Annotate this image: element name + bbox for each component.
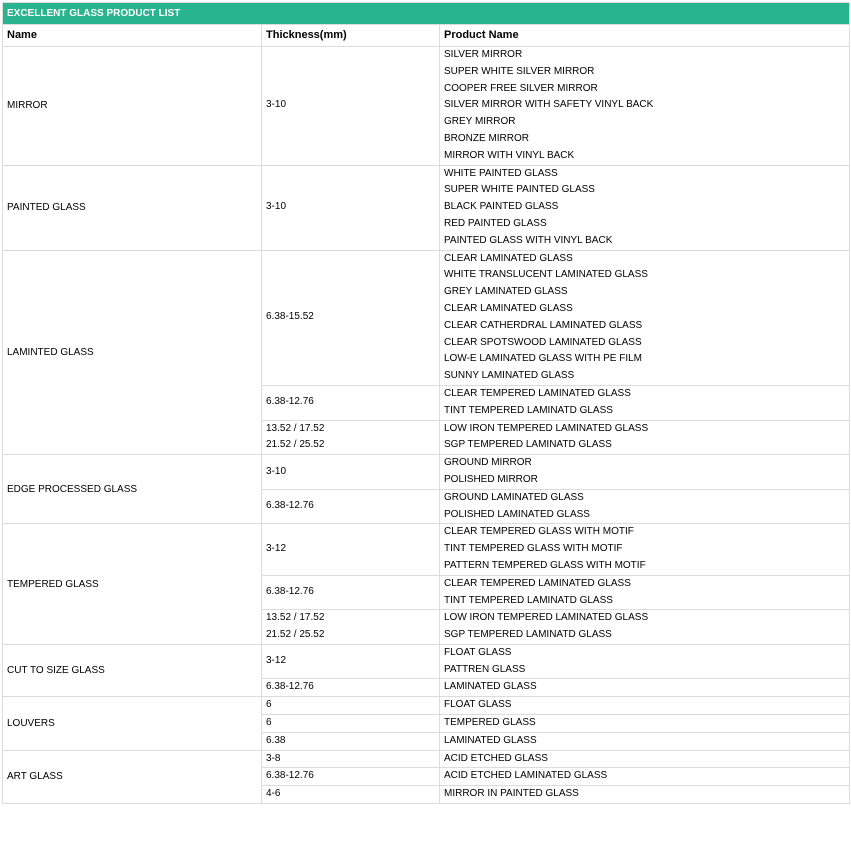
product-name: POLISHED MIRROR [444, 473, 538, 485]
product-name: SGP TEMPERED LAMINATD GLASS [444, 439, 612, 451]
thickness-cell [262, 732, 440, 750]
thickness-value: 13.52 / 17.52 [266, 422, 325, 434]
product-name: CLEAR TEMPERED LAMINATED GLASS [444, 577, 631, 589]
product-name: COOPER FREE SILVER MIRROR [444, 82, 598, 94]
thickness-cell [262, 420, 440, 455]
product-name: LOW-E LAMINATED GLASS WITH PE FILM [444, 353, 642, 365]
product-name: GROUND MIRROR [444, 457, 532, 469]
product-name: TINT TEMPERED LAMINATD GLASS [444, 594, 613, 606]
thickness-value: 6.38-12.76 [266, 681, 314, 693]
table-body [3, 47, 850, 804]
product-name: GROUND LAMINATED GLASS [444, 491, 584, 503]
product-name: BRONZE MIRROR [444, 132, 529, 144]
thickness-value: 6.38-15.52 [266, 311, 314, 323]
product-cell [440, 768, 850, 786]
table-row [3, 644, 850, 679]
thickness-cell [262, 575, 440, 610]
thickness-cell [262, 786, 440, 804]
product-name: WHITE TRANSLUCENT LAMINATED GLASS [444, 269, 648, 281]
table-row [3, 697, 850, 715]
product-name: SUNNY LAMINATED GLASS [444, 370, 575, 382]
product-name: WHITE PAINTED GLASS [444, 167, 558, 179]
product-name: GREY LAMINATED GLASS [444, 286, 568, 298]
group-name: CUT TO SIZE GLASS [3, 644, 262, 696]
product-name: BLACK PAINTED GLASS [444, 201, 559, 213]
thickness-value: 21.52 / 25.52 [266, 629, 325, 641]
product-name: LOW IRON TEMPERED LAMINATED GLASS [444, 422, 649, 434]
product-name: CLEAR SPOTSWOOD LAMINATED GLASS [444, 336, 642, 348]
product-name: SILVER MIRROR WITH SAFETY VINYL BACK [444, 99, 654, 111]
group-name: EDGE PROCESSED GLASS [3, 455, 262, 524]
table-row [3, 47, 850, 166]
thickness-value: 3-10 [266, 201, 287, 213]
header-row [3, 25, 850, 47]
thickness-value: 13.52 / 17.52 [266, 612, 325, 624]
thickness-value: 6.38-12.76 [266, 586, 314, 598]
group-name: ART GLASS [3, 750, 262, 803]
product-cell [440, 715, 850, 733]
thickness-cell [262, 385, 440, 420]
thickness-value: 6.38-12.76 [266, 770, 314, 782]
product-cell [440, 732, 850, 750]
thickness-cell [262, 679, 440, 697]
table-row [3, 165, 850, 250]
product-name: FLOAT GLASS [444, 699, 512, 711]
header-name: Name [3, 25, 262, 47]
thickness-value: 3-8 [266, 752, 281, 764]
thickness-value: 3-10 [266, 465, 287, 477]
product-cell [440, 47, 850, 166]
product-cell [440, 489, 850, 524]
product-cell [440, 420, 850, 455]
thickness-cell [262, 165, 440, 250]
thickness-cell [262, 715, 440, 733]
product-name: MIRROR WITH VINYL BACK [444, 149, 575, 161]
product-name: TINT TEMPERED GLASS WITH MOTIF [444, 543, 623, 555]
product-cell [440, 575, 850, 610]
thickness-value: 6.38-12.76 [266, 396, 314, 408]
header-thickness: Thickness(mm) [262, 25, 440, 47]
product-name: GREY MIRROR [444, 116, 516, 128]
header-product-name: Product Name [440, 25, 850, 47]
product-cell [440, 644, 850, 679]
thickness-cell [262, 250, 440, 385]
product-cell [440, 786, 850, 804]
thickness-cell [262, 644, 440, 679]
product-name: PATTERN TEMPERED GLASS WITH MOTIF [444, 559, 646, 571]
product-name: CLEAR CATHERDRAL LAMINATED GLASS [444, 319, 643, 331]
group-name: TEMPERED GLASS [3, 524, 262, 645]
product-table [2, 2, 850, 804]
thickness-cell [262, 768, 440, 786]
product-cell [440, 697, 850, 715]
group-name: PAINTED GLASS [3, 165, 262, 250]
thickness-value: 6 [266, 699, 272, 711]
group-name: LOUVERS [3, 697, 262, 750]
table-row [3, 750, 850, 768]
product-cell [440, 524, 850, 575]
thickness-cell [262, 610, 440, 645]
product-name: SUPER WHITE SILVER MIRROR [444, 65, 595, 77]
product-name: TEMPERED GLASS [444, 717, 536, 729]
thickness-value: 3-12 [266, 655, 287, 667]
thickness-cell [262, 750, 440, 768]
thickness-value: 3-12 [266, 543, 287, 555]
table-row [3, 455, 850, 490]
thickness-cell [262, 524, 440, 575]
thickness-cell [262, 47, 440, 166]
thickness-cell [262, 697, 440, 715]
product-name: CLEAR LAMINATED GLASS [444, 302, 573, 314]
table-title: EXCELLENT GLASS PRODUCT LIST [3, 3, 850, 25]
product-name: LAMINATED GLASS [444, 681, 537, 693]
table-row [3, 524, 850, 575]
product-cell [440, 250, 850, 385]
product-name: LOW IRON TEMPERED LAMINATED GLASS [444, 612, 649, 624]
group-name: LAMINTED GLASS [3, 250, 262, 455]
product-name: ACID ETCHED GLASS [444, 752, 548, 764]
product-name: SUPER WHITE PAINTED GLASS [444, 184, 595, 196]
product-cell [440, 679, 850, 697]
thickness-value: 21.52 / 25.52 [266, 439, 325, 451]
product-name: SILVER MIRROR [444, 49, 523, 60]
product-name: CLEAR TEMPERED GLASS WITH MOTIF [444, 526, 634, 538]
product-name: RED PAINTED GLASS [444, 217, 547, 229]
thickness-value: 4-6 [266, 788, 281, 800]
product-cell [440, 385, 850, 420]
product-cell [440, 610, 850, 645]
thickness-value: 6 [266, 717, 272, 729]
thickness-value: 3-10 [266, 99, 287, 111]
product-name: SGP TEMPERED LAMINATD GLASS [444, 629, 612, 641]
product-name: LAMINATED GLASS [444, 734, 537, 746]
thickness-value: 6.38 [266, 734, 286, 746]
thickness-cell [262, 489, 440, 524]
group-name: MIRROR [3, 47, 262, 166]
product-name: TINT TEMPERED LAMINATD GLASS [444, 404, 613, 416]
product-name: PATTREN GLASS [444, 663, 526, 675]
product-name: CLEAR TEMPERED LAMINATED GLASS [444, 387, 631, 399]
product-name: ACID ETCHED LAMINATED GLASS [444, 770, 608, 782]
product-name: PAINTED GLASS WITH VINYL BACK [444, 234, 613, 246]
table-row [3, 250, 850, 385]
product-cell [440, 750, 850, 768]
product-cell [440, 455, 850, 490]
thickness-cell [262, 455, 440, 490]
product-name: FLOAT GLASS [444, 646, 512, 658]
title-row [3, 3, 850, 25]
product-cell [440, 165, 850, 250]
thickness-value: 6.38-12.76 [266, 500, 314, 512]
product-name: POLISHED LAMINATED GLASS [444, 508, 590, 520]
product-name: MIRROR IN PAINTED GLASS [444, 788, 579, 800]
product-name: CLEAR LAMINATED GLASS [444, 252, 573, 264]
